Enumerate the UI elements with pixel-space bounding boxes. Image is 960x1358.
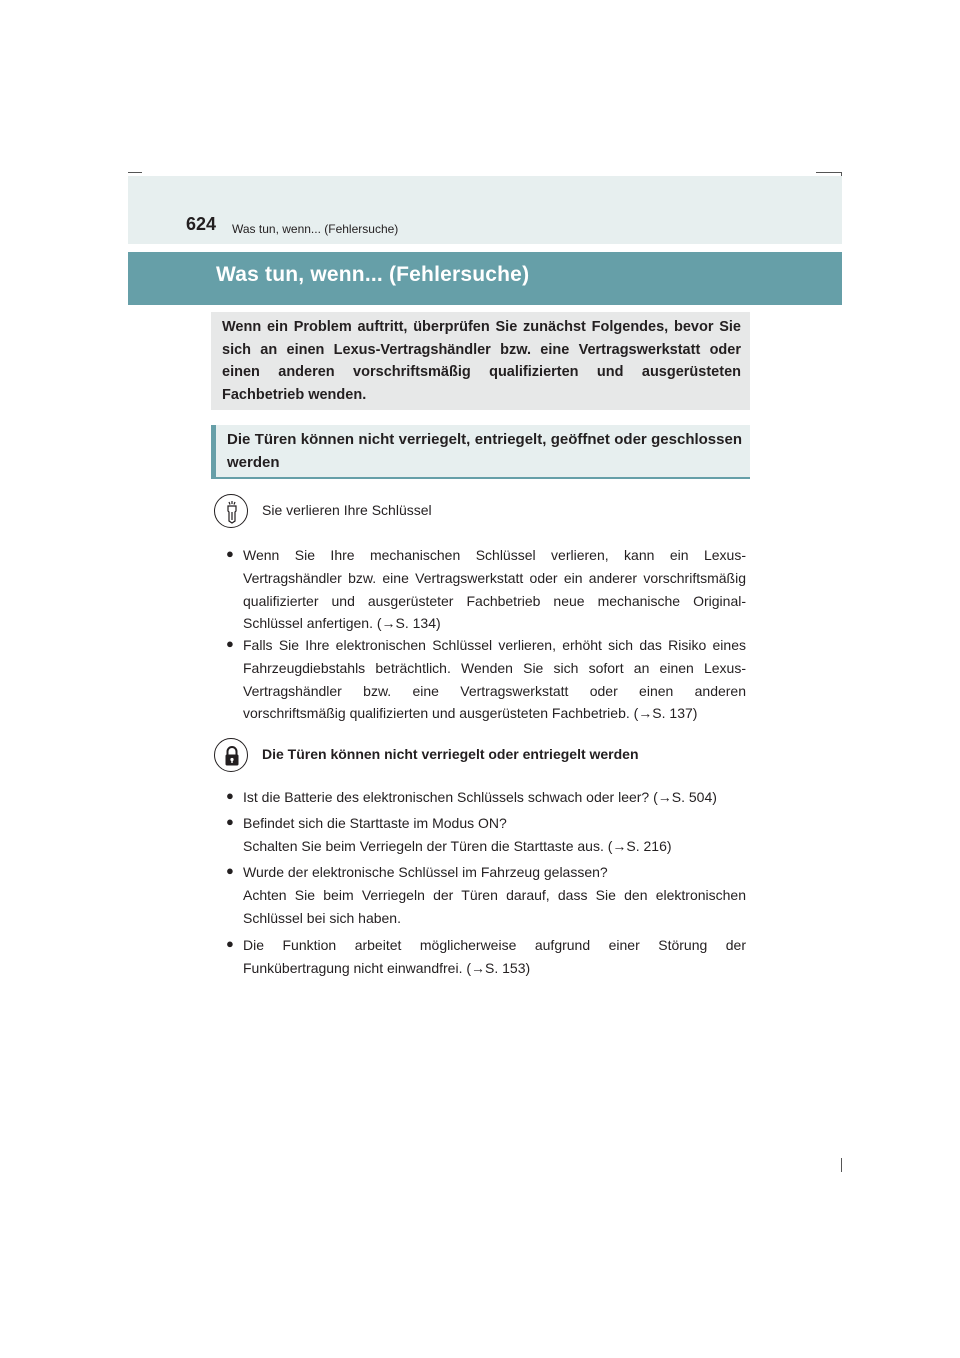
running-header: Was tun, wenn... (Fehlersuche) (232, 222, 399, 236)
list-item-text: Wenn Sie Ihre mechanischen Schlüssel verlieren, kann ein Lexus-Vertragshändler bzw. eine Vertragswerkstatt oder ein anderer vorschriftsmäßig qualifizierter und ausgerüsteter Fachbetrieb neue mechanische Original-Schlüssel anfertigen. (→S. 134) (243, 547, 746, 632)
section-heading (211, 425, 750, 479)
list-item-text: Falls Sie Ihre elektronischen Schlüssel verlieren, erhöht sich das Risiko eines Fahrzeugdiebstahls beträchtlich. Wenden Sie sich sofort an einen Lexus-Vertragshändler bzw. eine Vertragswerkstatt oder einen anderen vorschriftsmäßig qualifizierten und ausgerüsteten Fachbetrieb. (→S. 137) (243, 637, 746, 722)
bullet-icon: ● (226, 936, 234, 951)
key-icon (214, 494, 248, 528)
list-item-text: Wurde der elektronische Schlüssel im Fahrzeug gelassen? Achten Sie beim Verriegeln der Türen darauf, dass Sie den elektronischen Schlüssel bei sich haben. (243, 864, 746, 926)
crop-mark (816, 172, 842, 173)
list-item-text: Ist die Batterie des elektronischen Schlüssels schwach oder leer? (→S. 504) (243, 789, 717, 805)
list-item-text: Befindet sich die Starttaste im Modus ON? Schalten Sie beim Verriegeln der Türen die Starttaste aus. (→S. 216) (243, 815, 672, 854)
bullet-icon: ● (226, 636, 234, 651)
bullet-icon: ● (226, 814, 234, 829)
page-number: 624 (186, 214, 217, 234)
bullet-icon: ● (226, 788, 234, 803)
bullet-icon: ● (226, 546, 234, 561)
crop-mark (128, 172, 142, 173)
padlock-icon (214, 738, 248, 772)
intro-text: Wenn ein Problem auftritt, überprüfen Sie zunächst Folgendes, bevor Sie sich an einen Lexus-Vertragshändler bzw. eine Vertragswerkstatt oder einen anderen vorschriftsmäßig qualifizierten und ausgerüsteten Fachbetrieb wenden. (222, 319, 741, 403)
subsection-title: Die Türen können nicht verriegelt oder entriegelt werden (262, 746, 639, 762)
list-item-text: Die Funktion arbeitet möglicherweise aufgrund einer Störung der Funkübertragung nicht einwandfrei. (→S. 153) (243, 937, 746, 976)
subsection-title: Sie verlieren Ihre Schlüssel (262, 502, 432, 518)
page-title: Was tun, wenn... (Fehlersuche) (216, 263, 530, 286)
section-heading-text: Die Türen können nicht verriegelt, entriegelt, geöffnet oder geschlossen werden (227, 431, 742, 471)
crop-mark (841, 1158, 842, 1172)
bullet-icon: ● (226, 863, 234, 878)
